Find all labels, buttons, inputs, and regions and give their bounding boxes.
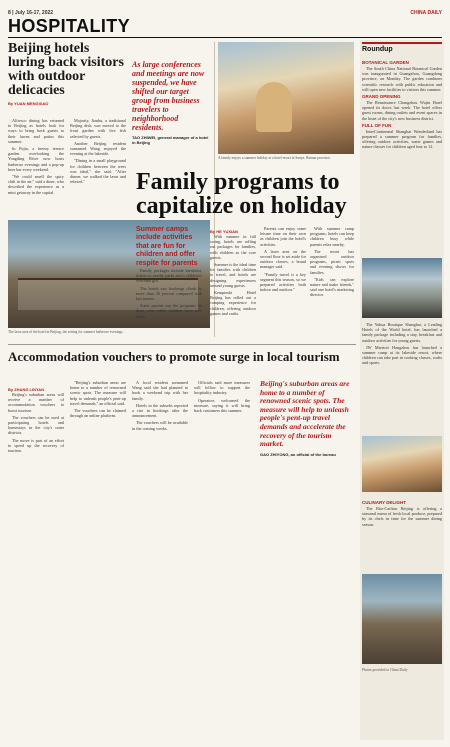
bottom-story-col3 (132, 380, 188, 732)
roundup-photo-3 (362, 574, 442, 664)
pull-quote-source: GAO ZHIYONG, an official of the bureau (260, 451, 336, 457)
left-story-col1 (8, 118, 64, 216)
roundup-block-1 (362, 58, 442, 254)
paragraph: Kempinski Hotel Beijing has rolled out a camping experience for children, offering outdoor games and crafts. (210, 290, 256, 316)
roundup-block-2 (362, 322, 442, 434)
paragraph: "We could smell the spicy chili in the air," said a diner, who described the experience as a mini getaway in the capital. (8, 174, 64, 195)
center-story-byline: By HE YUXIAN (210, 229, 238, 234)
paragraph: In Fujia, a breezy terrace garden overlooking the Yongding River now hosts barbecue evenings and a pop-up beer bar every weekend. (8, 146, 64, 172)
roundup-photo-caption: Photos provided to China Daily (362, 668, 408, 672)
bottom-story-pull-quote (260, 380, 356, 457)
story-separator (8, 344, 356, 345)
bottom-story-col1 (8, 392, 64, 732)
pull-quote-source: TAO ZHIWEI, general manager of a hotel in Beijing (132, 135, 209, 145)
paragraph: The vouchers can be used at participating hotels and homestays in the city's outer districts. (8, 414, 64, 436)
roundup-heading: GRAND OPENING (362, 94, 401, 100)
pull-quote-text: As large conferences and meetings are now suspended, we have shifted our target group from business travelers to neighborhood residents. (132, 60, 205, 132)
paragraph: With summer camp programs, hotels can keep children busy while parents relax nearby. (310, 226, 354, 247)
paragraph: Parents can enjoy some leisure time on their own as children join the hotel's activities. (260, 226, 306, 247)
page-line: 8 | July 16-17, 2022 (8, 10, 54, 16)
center-story-headline: Family programs to capitalize on holiday (136, 169, 347, 219)
bottom-story-byline: By ZHANG LINYAN (8, 387, 45, 392)
masthead (8, 10, 442, 36)
roundup-text: The South China National Botanical Garden was inaugurated in Guangzhou, Guangdong province, on Monday. The garden combines scientific research with public education and will open new facilities to visitors this summer. (362, 66, 442, 92)
bottom-story-headline: Accommodation vouchers to promote surge in local tourism (8, 349, 340, 364)
left-story-headline-block (8, 42, 128, 106)
center-story-col2 (260, 226, 306, 340)
roundup-title: Roundup (362, 46, 393, 53)
paragraph: Some parents say the programs let them relax while children learn new skills. (136, 303, 202, 319)
paragraph: A local resident surnamed Wang said she had planned to book a weekend trip with her family. (132, 380, 188, 401)
paragraph: Another Beijing resident surnamed Wang enjoyed the evening at the lakeside. (70, 140, 126, 157)
roundup-bar (362, 42, 442, 44)
left-story-headline: Beijing hotels luring back visitors with outdoor delicacies (8, 41, 124, 98)
bottom-story-col2 (70, 380, 126, 732)
paragraph: Family packages include breakfast, tickets to nearby parks and a children's welcome gift. (136, 268, 202, 284)
paragraph: The vouchers can be claimed through an online platform. (70, 408, 126, 419)
paragraph: Operators welcomed the measure, saying it will bring back customers this summer. (194, 397, 250, 414)
paragraph: The hotels saw bookings climb by more than 30 percent compared with last month. (136, 285, 202, 302)
paragraph: With summer in full swing, hotels are rolling out packages for families, with children as the core guests. (210, 234, 256, 260)
pull-quote-text: Beijing's suburban areas are home to a number of renowned scenic spots. The measure will help to unleash people's pent-up travel demands and accelerate the recovery of the tourism market. (260, 379, 350, 449)
paragraph: A lawn area on the second floor is set aside for outdoor classes, a brand manager said. (260, 248, 306, 270)
paragraph: "Dining in a small playground for children between the trees was ideal," she said. "After dinner, we walked the lawn and relaxed." (70, 158, 126, 185)
newspaper-name: CHINA DAILY (410, 10, 442, 16)
roundup-text: The Yuhua Boutique Shanghai, a Leading Hotels of the World hotel, has launched a family package including a stay, breakfast and outdoor activities for young guests. (362, 322, 442, 343)
roundup-photo-1 (362, 258, 442, 318)
center-story-caption: A family enjoys a summer holiday at a hotel resort in Sanya, Hainan province. (218, 156, 331, 160)
center-story-col4 (136, 268, 202, 340)
roundup-text: The Renaissance Changzhou Wujin Hotel opened its doors last week. The hotel offers guest rooms, dining outlets and event spaces in the heart of the city's new business district. (362, 100, 442, 121)
left-story-pull-quote (132, 60, 210, 145)
left-story-byline: By YUAN MENGXIAO (8, 101, 49, 106)
center-story-photo (218, 42, 354, 154)
roundup-heading: BOTANICAL GARDEN (362, 60, 409, 65)
paragraph: "Kids can explore nature and make friends," said one hotel's marketing director. (310, 276, 354, 298)
left-story-col2 (70, 118, 126, 216)
center-story-col1 (210, 234, 256, 340)
roundup-block-3 (362, 498, 442, 568)
roundup-heading: CULINARY DELIGHT (362, 500, 407, 505)
paragraph: "Beijing's suburban areas are home to a number of renowned scenic spots. The measure will help to unleash people's pent-up travel demands," an official said. (70, 380, 126, 406)
family-figures (256, 82, 292, 132)
roundup-text: The Ritz-Carlton Beijing is offering a seasonal menu of fresh local produce, prepared by its chefs in time for the summer dining season. (362, 506, 442, 527)
left-story-caption: The lawn area of the hotel in Beijing, the setting for summer barbecue evenings. (8, 330, 124, 334)
paragraph: Alfresco dining has returned to Beijing as hotels look for ways to bring back guests to their lawns and patios this summer. (8, 118, 64, 144)
roundup-photo-2 (362, 436, 442, 492)
center-story-deck: Summer camps include activities that are fun for children and offer respite for parents (136, 226, 198, 267)
paragraph: Beijing's suburban areas will receive a number of accommodation vouchers to boost tourism. (8, 392, 64, 413)
bottom-story-col4 (194, 380, 250, 732)
roundup-heading: FULL OF FUN (362, 122, 392, 128)
roundup-text: JW Marriott Hangzhou has launched a summer camp at its lakeside resort, where children can take part in cooking classes, crafts and sports. (362, 344, 442, 366)
paragraph: "Family travel is a key segment this season, so we prepared activities both indoor and outdoor." (260, 271, 306, 293)
paragraph: Summer is the ideal time for families with children to travel, and hotels are designing experiences around young guests. (210, 262, 256, 288)
paragraph: The resort has organized outdoor programs, picnic spots and evening shows for families. (310, 248, 354, 275)
paragraph: Majority, Jianhu, a traditional Beijing dish, was moved to the front garden with live fish selected by guests. (70, 118, 126, 139)
section-title: HOSPITALITY (8, 16, 131, 36)
center-story-col3 (310, 226, 354, 340)
paragraph: The vouchers will be available in the coming weeks. (132, 420, 188, 431)
masthead-rule (8, 37, 442, 38)
paragraph: The move is part of an effort to speed up the recovery of tourism. (8, 437, 64, 454)
paragraph: Hotels in the suburbs reported a rise in bookings after the announcement. (132, 402, 188, 419)
roundup-text: InterContinental Shanghai Wonderland has prepared a summer program for families, offering outdoor activities, water games and nature classes for children aged four to 12. (362, 128, 442, 150)
paragraph: Officials said more measures will follow to support the hospitality industry. (194, 380, 250, 396)
